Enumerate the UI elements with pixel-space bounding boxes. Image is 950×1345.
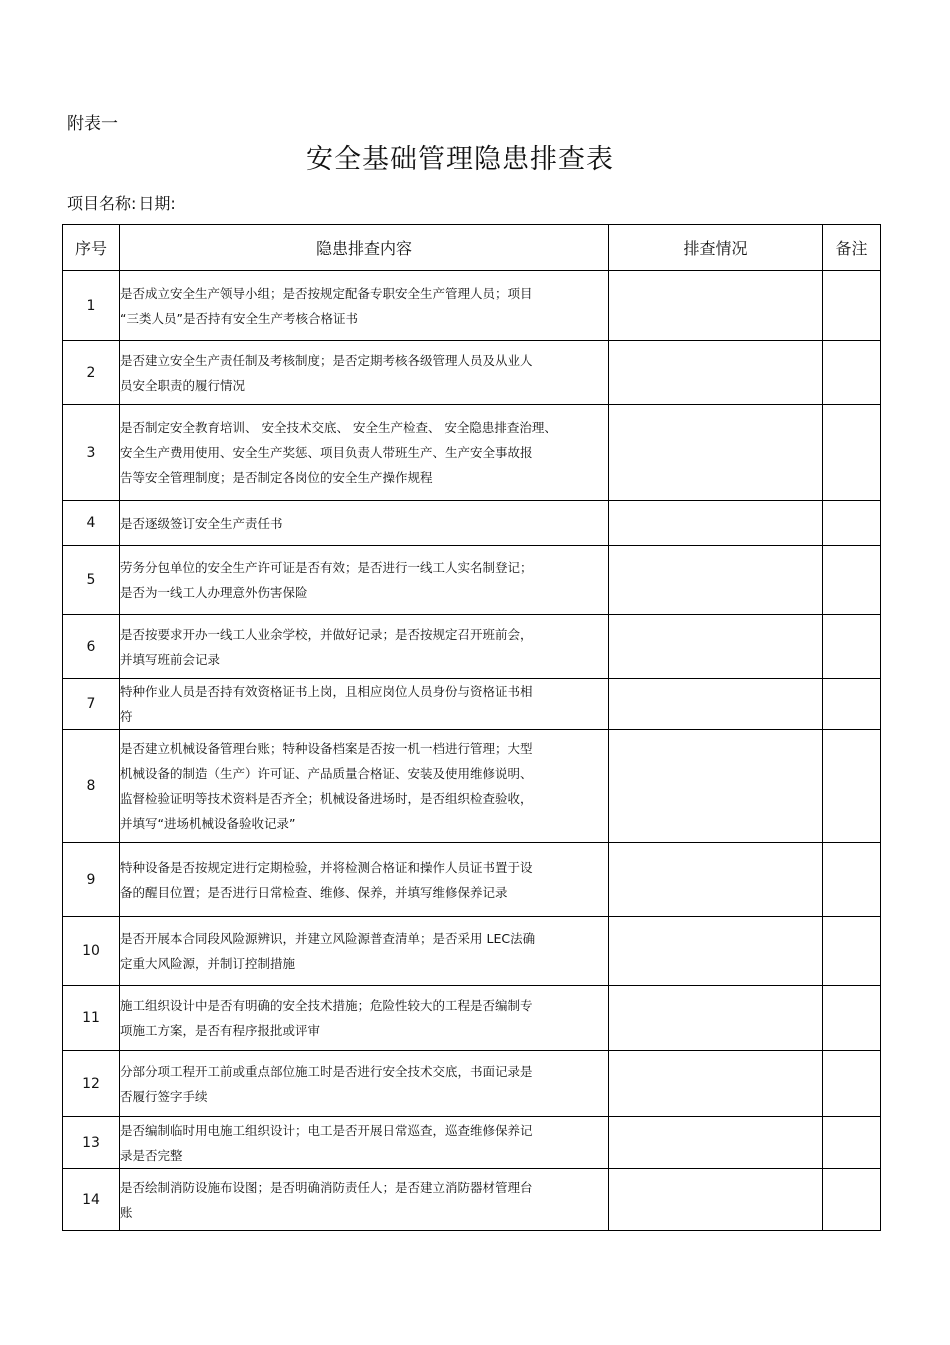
remarks-cell[interactable] (823, 501, 881, 546)
row-number: 5 (63, 546, 120, 615)
hazard-content-line: 施工组织设计中是否有明确的安全技术措施；危险性较大的工程是否编制专 (120, 998, 533, 1013)
hazard-content-cell (120, 917, 609, 986)
check-status-cell[interactable] (609, 917, 823, 986)
hazard-content-line: 录是否完整 (120, 1147, 183, 1163)
check-status-cell[interactable] (609, 546, 823, 615)
hazard-content-line: 是否编制临时用电施工组织设计；电工是否开展日常巡查，巡查维修保养记 (120, 1122, 533, 1138)
check-status-cell[interactable] (609, 501, 823, 546)
table-row (63, 615, 881, 679)
hazard-content-line: 备的醒目位置；是否进行日常检查、维修、保养，并填写维修保养记录 (120, 884, 508, 900)
hazard-checklist-table (62, 224, 881, 1231)
hazard-content-cell (120, 730, 609, 843)
remarks-cell[interactable] (823, 341, 881, 405)
form-meta (67, 193, 176, 215)
project-name-label: 项目名称: (67, 194, 137, 213)
remarks-cell[interactable] (823, 843, 881, 917)
hazard-content-line: 否履行签字手续 (120, 1088, 208, 1104)
hazard-content-line: 员安全职责的履行情况 (120, 377, 246, 393)
remarks-cell[interactable] (823, 546, 881, 615)
hazard-content-line: 机械设备的制造（生产）许可证、产品质量合格证、安装及使用维修说明、 (120, 766, 533, 781)
hazard-content-line: 是否开展本合同段风险源辨识，并建立风险源普查清单；是否采用 LEC法确 (120, 931, 536, 946)
hazard-content-line: 是否为一线工人办理意外伤害保险 (120, 585, 308, 600)
check-status-cell[interactable] (609, 986, 823, 1051)
hazard-content-cell (120, 271, 609, 341)
hazard-content-cell (120, 546, 609, 615)
row-number: 3 (63, 405, 120, 501)
row-number: 12 (63, 1051, 120, 1117)
check-status-cell[interactable] (609, 405, 823, 501)
table-row (63, 1117, 881, 1169)
table-row (63, 843, 881, 917)
date-label: 日期: (138, 194, 176, 213)
hazard-content-cell (120, 341, 609, 405)
remarks-cell[interactable] (823, 1117, 881, 1169)
hazard-content-cell (120, 501, 609, 546)
table-row (63, 917, 881, 986)
hazard-content-line: 特种设备是否按规定进行定期检验，并将检测合格证和操作人员证书置于设 (120, 859, 533, 875)
table-row (63, 341, 881, 405)
hazard-content-line: 是否制定安全教育培训、 安全技术交底、 安全生产检查、 安全隐患排查治理、 (120, 420, 557, 435)
hazard-content-line: 是否成立安全生产领导小组；是否按规定配备专职安全生产管理人员；项目 (120, 285, 533, 301)
check-status-cell[interactable] (609, 843, 823, 917)
remarks-cell[interactable] (823, 730, 881, 843)
table-row (63, 730, 881, 843)
page-title: 安全基础管理隐患排查表 (306, 144, 614, 175)
check-status-cell[interactable] (609, 615, 823, 679)
remarks-cell[interactable] (823, 615, 881, 679)
attachment-label: 附表一 (67, 114, 118, 134)
check-status-cell[interactable] (609, 679, 823, 730)
hazard-content-line: 监督检验证明等技术资料是否齐全；机械设备进场时，是否组织检查验收， (120, 791, 533, 806)
hazard-content-cell (120, 843, 609, 917)
row-number: 14 (63, 1169, 120, 1231)
table-row (63, 679, 881, 730)
hazard-content-line: 账 (120, 1204, 133, 1220)
hazard-content-line: 是否绘制消防设施布设图；是否明确消防责任人；是否建立消防器材管理台 (120, 1179, 533, 1195)
check-status-cell[interactable] (609, 1169, 823, 1231)
row-number: 6 (63, 615, 120, 679)
row-number: 4 (63, 501, 120, 546)
remarks-cell[interactable] (823, 986, 881, 1051)
row-number: 1 (63, 271, 120, 341)
hazard-content-cell (120, 615, 609, 679)
hazard-content-line: 是否逐级签订安全生产责任书 (120, 515, 283, 531)
hazard-content-line: 是否按要求开办一线工人业余学校，并做好记录；是否按规定召开班前会， (120, 626, 533, 642)
row-number: 9 (63, 843, 120, 917)
hazard-content-cell (120, 679, 609, 730)
table-row (63, 546, 881, 615)
table-row (63, 405, 881, 501)
hazard-content-cell (120, 1051, 609, 1117)
column-header-content: 隐患排查内容 (120, 225, 609, 271)
check-status-cell[interactable] (609, 1051, 823, 1117)
row-number: 7 (63, 679, 120, 730)
remarks-cell[interactable] (823, 271, 881, 341)
row-number: 10 (63, 917, 120, 986)
hazard-content-line: 符 (120, 709, 133, 724)
table-row (63, 501, 881, 546)
column-header-number: 序号 (63, 225, 120, 271)
check-status-cell[interactable] (609, 730, 823, 843)
hazard-content-cell (120, 986, 609, 1051)
remarks-cell[interactable] (823, 917, 881, 986)
remarks-cell[interactable] (823, 1051, 881, 1117)
hazard-content-line: 是否建立机械设备管理台账；特种设备档案是否按一机一档进行管理；大型 (120, 741, 533, 756)
table-row (63, 986, 881, 1051)
check-status-cell[interactable] (609, 341, 823, 405)
table-row (63, 1051, 881, 1117)
hazard-content-cell (120, 405, 609, 501)
hazard-content-line: 并填写“进场机械设备验收记录” (120, 816, 296, 831)
hazard-content-cell (120, 1169, 609, 1231)
hazard-content-line: 告等安全管理制度；是否制定各岗位的安全生产操作规程 (120, 470, 433, 485)
table-row (63, 1169, 881, 1231)
hazard-content-cell (120, 1117, 609, 1169)
hazard-content-line: “三类人员”是否持有安全生产考核合格证书 (120, 310, 358, 326)
row-number: 8 (63, 730, 120, 843)
hazard-content-line: 分部分项工程开工前或重点部位施工时是否进行安全技术交底，书面记录是 (120, 1063, 533, 1079)
row-number: 13 (63, 1117, 120, 1169)
remarks-cell[interactable] (823, 679, 881, 730)
row-number: 11 (63, 986, 120, 1051)
row-number: 2 (63, 341, 120, 405)
hazard-content-line: 是否建立安全生产责任制及考核制度；是否定期考核各级管理人员及从业人 (120, 352, 533, 368)
remarks-cell[interactable] (823, 1169, 881, 1231)
table-header-row (63, 225, 881, 271)
hazard-content-line: 劳务分包单位的安全生产许可证是否有效；是否进行一线工人实名制登记； (120, 560, 533, 575)
remarks-cell[interactable] (823, 405, 881, 501)
hazard-content-line: 定重大风险源，并制订控制措施 (120, 956, 296, 971)
column-header-remarks: 备注 (823, 225, 881, 271)
check-status-cell[interactable] (609, 1117, 823, 1169)
hazard-content-line: 项施工方案，是否有程序报批或评审 (120, 1023, 321, 1038)
hazard-content-line: 特种作业人员是否持有效资格证书上岗，且相应岗位人员身份与资格证书相 (120, 684, 533, 699)
table-row (63, 271, 881, 341)
hazard-content-line: 并填写班前会记录 (120, 651, 221, 667)
hazard-content-line: 安全生产费用使用、安全生产奖惩、项目负责人带班生产、生产安全事故报 (120, 445, 533, 460)
check-status-cell[interactable] (609, 271, 823, 341)
column-header-check-status: 排查情况 (609, 225, 823, 271)
